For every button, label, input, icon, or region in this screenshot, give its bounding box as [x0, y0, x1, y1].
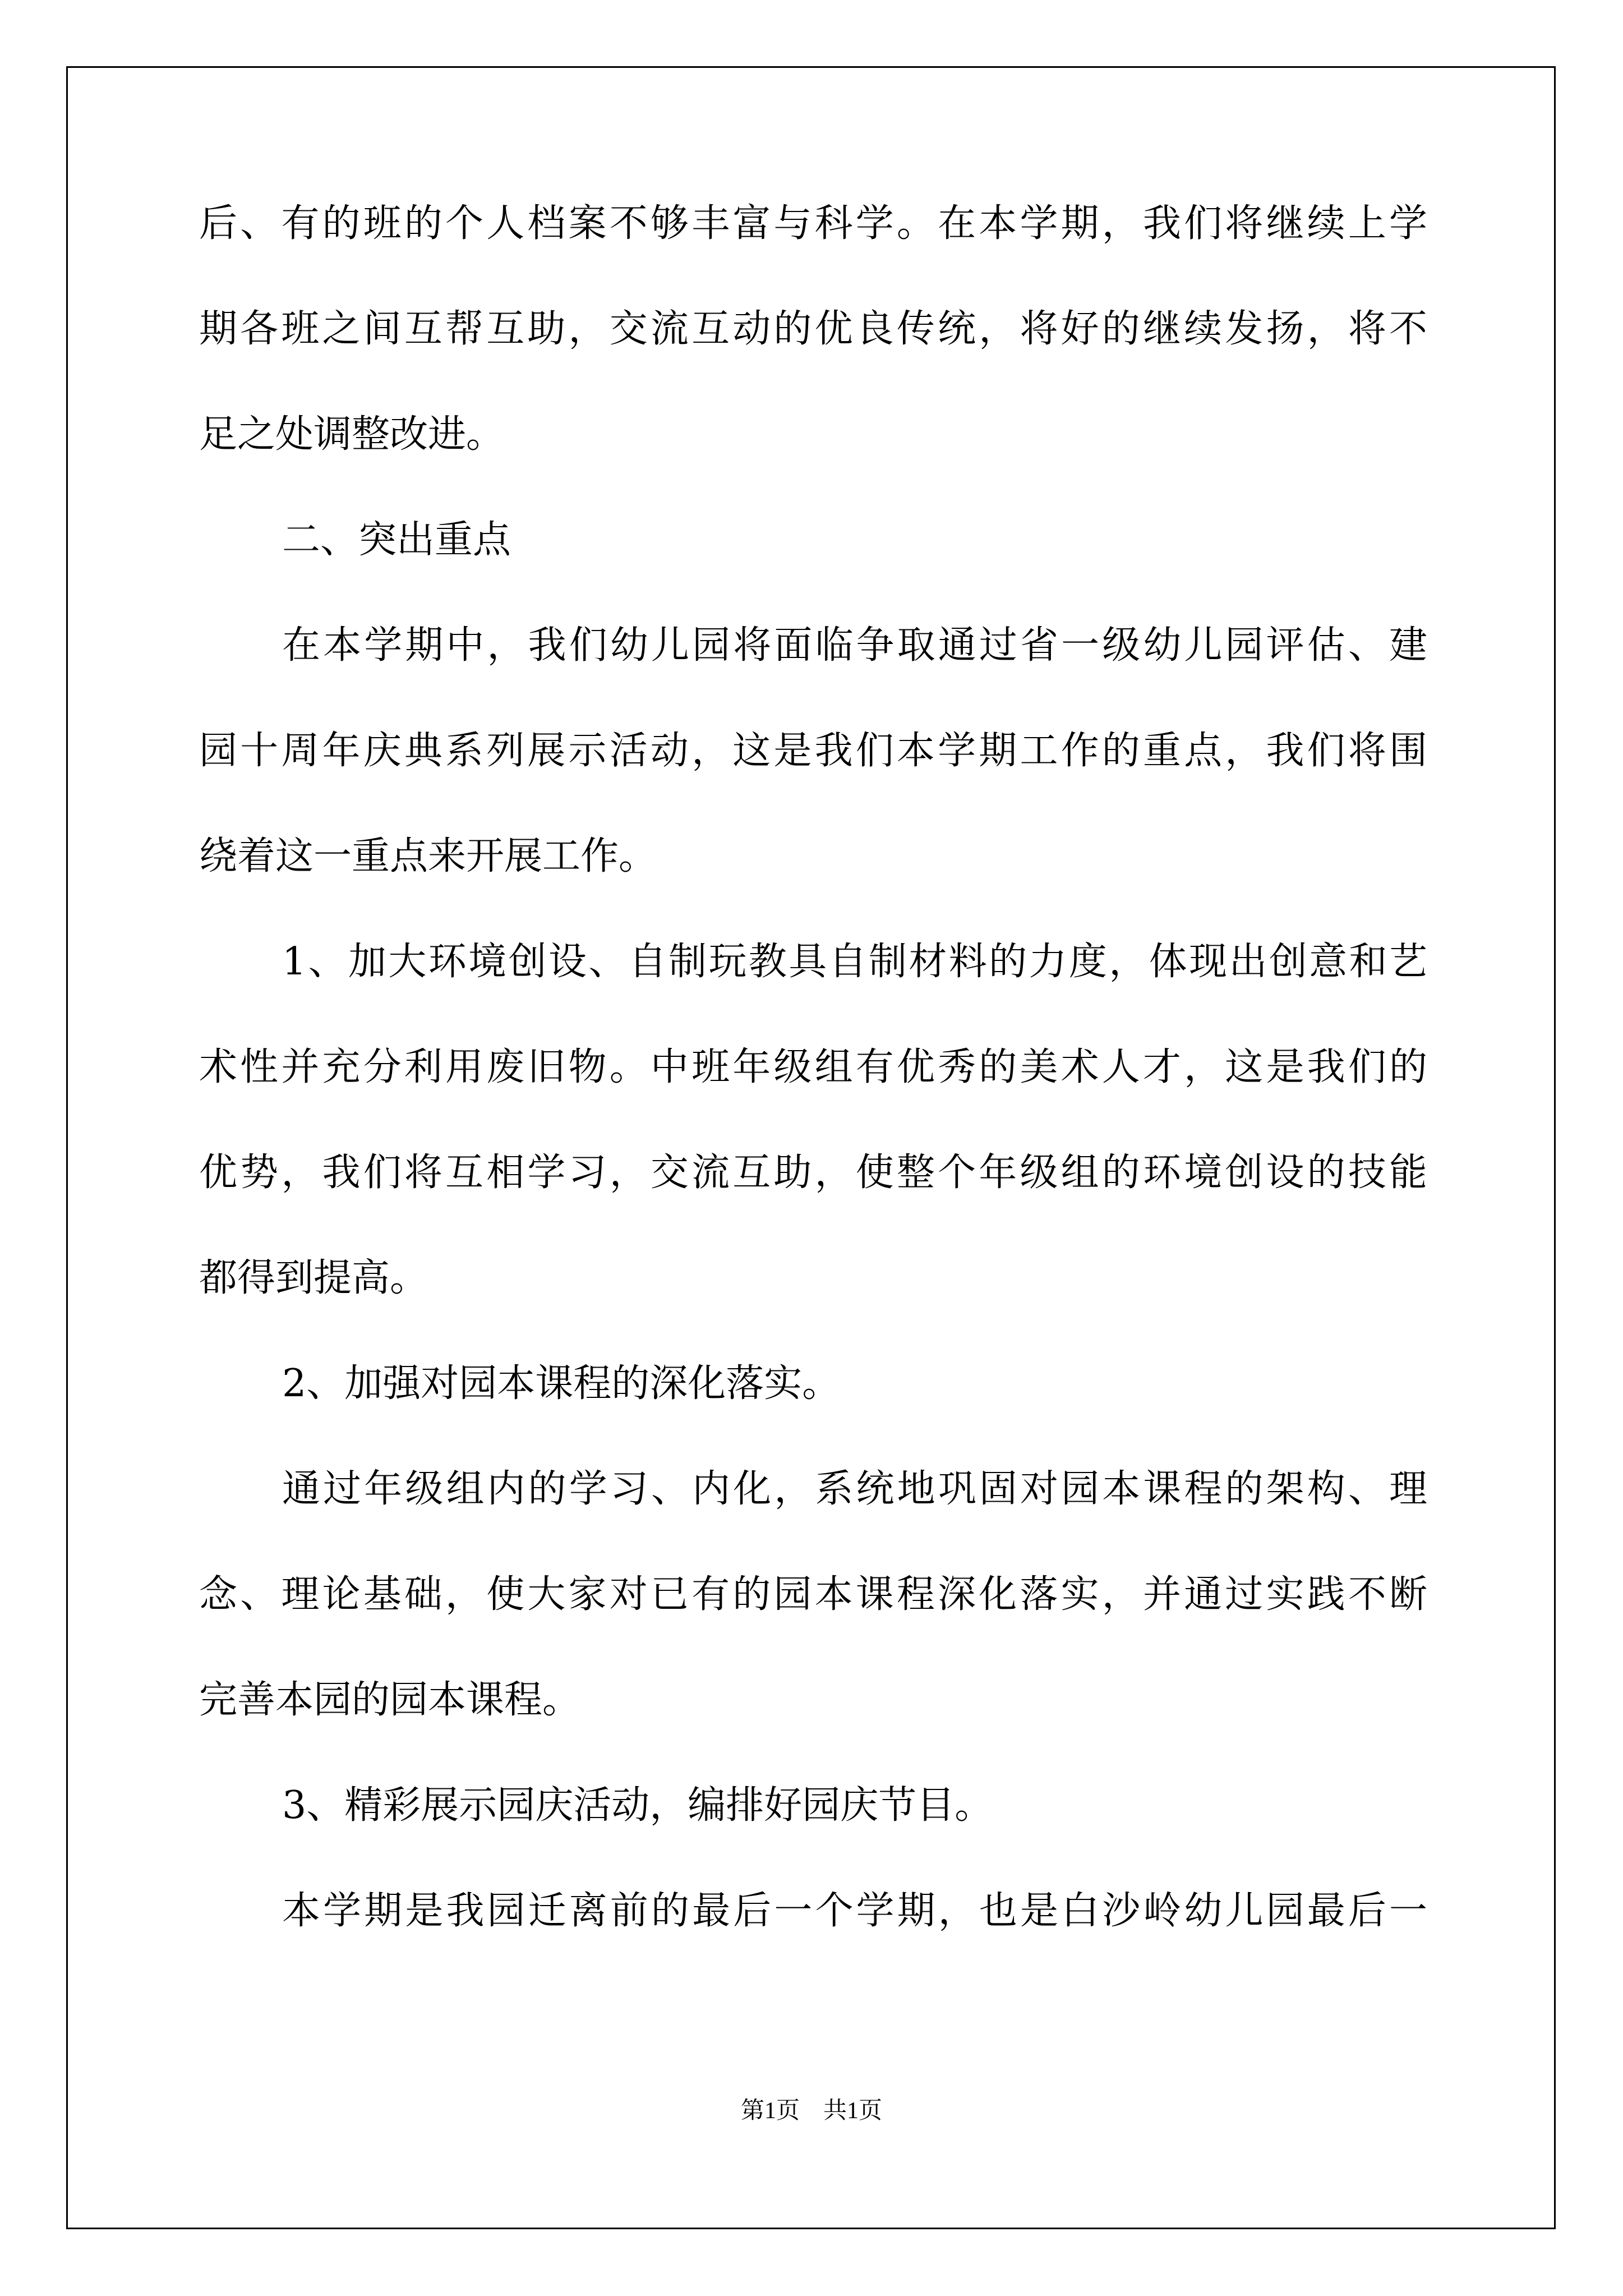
- text-line: 2、加强对园本课程的深化落实。: [282, 1361, 841, 1406]
- text-line: 在本学期中，我们幼儿园将面临争取通过省一级幼儿园评估、建: [282, 623, 1427, 668]
- text-line: 1、加大环境创设、自制玩教具自制材料的力度，体现出创意和艺: [282, 940, 1427, 984]
- page-footer: 第1页 共1页: [740, 2098, 882, 2124]
- text-line: 期各班之间互帮互助，交流互动的优良传统，将好的继续发扬，将不: [199, 307, 1427, 351]
- text-line: 通过年级组内的学习、内化，系统地巩固对园本课程的架构、理: [282, 1467, 1427, 1511]
- text-line: 优势，我们将互相学习，交流互助，使整个年级组的环境创设的技能: [199, 1151, 1427, 1195]
- text-line: 足之处调整改进。: [199, 412, 505, 457]
- text-line: 念、理论基础，使大家对已有的园本课程深化落实，并通过实践不断: [199, 1572, 1427, 1617]
- text-line: 都得到提高。: [199, 1256, 428, 1300]
- text-line: 术性并充分利用废旧物。中班年级组有优秀的美术人才，这是我们的: [199, 1045, 1427, 1089]
- text-line: 绕着这一重点来开展工作。: [199, 834, 657, 878]
- section-heading: 二、突出重点: [282, 518, 511, 562]
- text-line: 本学期是我园迁离前的最后一个学期，也是白沙岭幼儿园最后一: [282, 1889, 1427, 1933]
- text-line: 完善本园的园本课程。: [199, 1678, 581, 1722]
- text-line: 3、精彩展示园庆活动，编排好园庆节目。: [282, 1783, 993, 1828]
- text-line: 后、有的班的个人档案不够丰富与科学。在本学期，我们将继续上学: [199, 201, 1427, 246]
- text-line: 园十周年庆典系列展示活动，这是我们本学期工作的重点，我们将围: [199, 729, 1427, 773]
